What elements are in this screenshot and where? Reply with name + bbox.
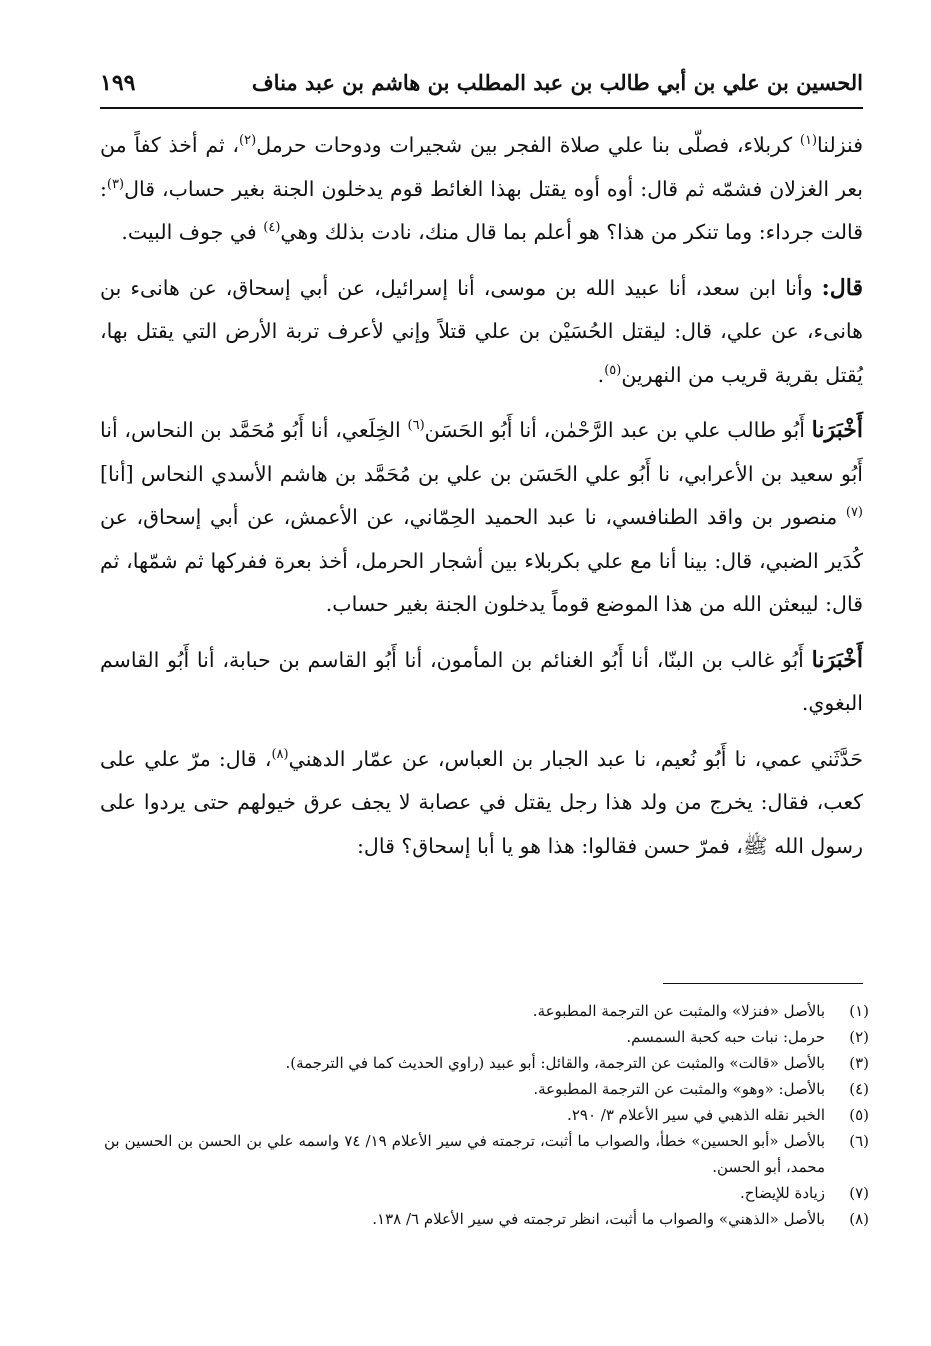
footnote-number: (٤)	[849, 1080, 869, 1098]
paragraph-text: ، ثم أخذ كفاً من بعر الغزلان فشمّه ثم قال: أوه أوه يقتل بهذا الغائط قوم يدخلون الجنة بغير حساب، قال	[100, 133, 863, 201]
paragraph-text: حَدَّثَني عمي، نا أَبُو نُعيم، نا عبد الجبار بن العباس، عن عمّار الدهني	[288, 746, 863, 771]
footnote-item	[104, 1102, 869, 1128]
footnote-ref: (٦)	[407, 418, 425, 434]
paragraph-text: منصور بن واقد الطنافسي، نا عبد الحميد الحِمّاني، عن الأعمش، عن أبي إسحاق، عن كُدَير الضبي، قال: بينا أنا مع علي بكربلاء بين أشجار الحرمل، أخذ بعرة ففركها ثم شمّها، ثم قال: ليبعثن الله من هذا الموضع قوماً يدخلون الجنة بغير حساب.	[100, 505, 863, 616]
paragraph-lead: أَخْبَرَنا	[811, 417, 863, 443]
footnote-ref: (٤)	[263, 220, 281, 236]
paragraph-text: كربلاء، فصلّى بنا علي صلاة الفجر بين شجيرات ودوحات حرمل	[256, 133, 800, 157]
main-text	[100, 124, 863, 880]
footnote-ref: (٧)	[845, 505, 863, 521]
footnote-number: (٢)	[849, 1028, 869, 1046]
footnote-text: بالأصل «أبو الحسين» خطأ، والصواب ما أثبت، ترجمته في سير الأعلام ١٩/ ٧٤ واسمه علي بن الحسن بن الحسين بن محمد، أبو الحسن.	[104, 1132, 825, 1176]
footnote-item	[104, 1076, 869, 1102]
paragraph-text: .	[597, 362, 605, 387]
paragraph	[100, 124, 863, 255]
running-header	[100, 64, 863, 104]
footnote-number: (٧)	[849, 1184, 869, 1202]
paragraph-text: الخِلَعي، أنا أَبُو مُحَمَّد بن النحاس، أنا أَبُو سعيد بن الأعرابي، نا أَبُو علي الحَسَن بن علي بن مُحَمَّد بن هاشم الأسدي النحاس [أنا]	[100, 418, 863, 486]
footnote-item	[104, 1128, 869, 1180]
page-number: ١٩٩	[100, 70, 136, 96]
header-rule	[100, 107, 863, 109]
paragraph-text: فنزلنا	[817, 133, 864, 157]
footnote-item	[104, 1206, 869, 1232]
footnote-text: بالأصل «فنزلا» والمثبت عن الترجمة المطبوعة.	[532, 1002, 825, 1020]
footnotes	[104, 998, 869, 1232]
footnote-text: زيادة للإيضاح.	[739, 1184, 825, 1202]
footnote-item	[104, 1024, 869, 1050]
paragraph-text: أَبُو طالب علي بن عبد الرَّحْمٰن، أنا أَبُو الحَسَن	[424, 418, 812, 442]
footnote-number: (٣)	[849, 1054, 869, 1072]
paragraph-lead: أَخْبَرَنا	[811, 646, 863, 673]
footnote-text: الخبر نقله الذهبي في سير الأعلام ٣/ ٢٩٠.	[567, 1106, 825, 1124]
paragraph	[100, 409, 863, 627]
footnote-number: (٥)	[849, 1106, 869, 1124]
footnote-text: بالأصل «الذهني» والصواب ما أثبت، انظر ترجمته في سير الأعلام ٦/ ١٣٨.	[372, 1210, 825, 1228]
paragraph-lead: قال:	[821, 274, 863, 301]
footnote-number: (٨)	[849, 1210, 869, 1228]
paragraph	[100, 267, 863, 398]
paragraph-text: في جوف البيت.	[121, 220, 264, 244]
footnote-rule	[663, 983, 863, 984]
paragraph-text: أَبُو غالب بن البنّا، أنا أَبُو الغنائم بن المأمون، أنا أَبُو القاسم بن حبابة، أنا أَبُو القاسم البغوي.	[100, 647, 863, 715]
footnote-item	[104, 1050, 869, 1076]
footnote-text: بالأصل «قالت» والمثبت عن الترجمة، والقائل: أبو عبيد (راوي الحديث كما في الترجمة).	[285, 1054, 825, 1072]
footnote-item	[104, 1180, 869, 1206]
paragraph	[100, 738, 863, 869]
paragraph-text: ، قال: مرّ علي على كعب، فقال: يخرج من ولد هذا رجل يقتل في عصابة لا يجف عرق خيولهم حتى يردوا على رسول الله ﷺ، فمرّ حسن فقالوا: هذا هو يا أبا إسحاق؟ قال:	[100, 746, 863, 858]
footnote-number: (١)	[849, 1002, 869, 1020]
footnote-text: حرمل: نبات حبه كحبة السمسم.	[626, 1028, 825, 1046]
paragraph	[100, 639, 863, 726]
footnote-ref: (٢)	[239, 133, 257, 149]
footnote-ref: (٣)	[106, 176, 125, 192]
paragraph-text: : قالت جرداء: وما تنكر من هذا؟ هو أعلم بما قال منك، نادت بذلك وهي	[100, 176, 863, 244]
running-title: الحسين بن علي بن أبي طالب بن عبد المطلب بن هاشم بن عبد مناف	[251, 70, 863, 95]
footnote-ref: (٨)	[271, 746, 289, 762]
footnote-item	[104, 998, 869, 1024]
footnote-ref: (١)	[799, 133, 818, 149]
paragraph-text: وأنا ابن سعد، أنا عبيد الله بن موسى، أنا إسرائيل، عن أبي إسحاق، عن هانىء بن هانىء، عن علي، قال: ليقتل الحُسَيْن بن علي قتلاً وإني لأعرف تربة الأرض التي يقتل بها، يُقتل بقرية قريب من النهرين	[100, 275, 863, 387]
footnote-number: (٦)	[849, 1132, 869, 1150]
footnote-ref: (٥)	[604, 362, 622, 378]
footnote-text: بالأصل: «وهو» والمثبت عن الترجمة المطبوعة.	[533, 1080, 825, 1098]
